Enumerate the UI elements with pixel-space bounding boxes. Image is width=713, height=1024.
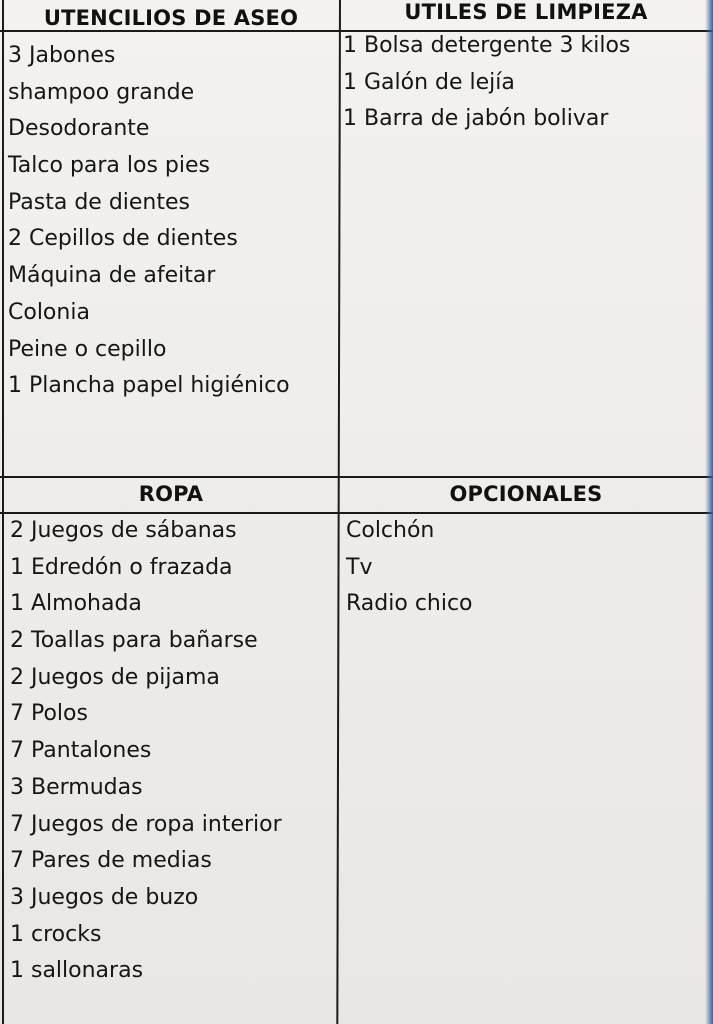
list-item: 7 Polos xyxy=(10,701,88,727)
header-ropa: ROPA xyxy=(138,482,204,506)
list-utencilios-de-aseo xyxy=(8,38,290,405)
list-item: 2 Juegos de sábanas xyxy=(10,518,237,543)
list-item: shampoo grande xyxy=(8,79,195,105)
section-divider xyxy=(0,476,713,478)
header-utencilios-de-aseo: UTENCILIOS DE ASEO xyxy=(43,6,299,30)
list-item: 1 Almohada xyxy=(10,591,142,617)
list-item: 3 Jabones xyxy=(8,43,116,68)
list-item: 1 Barra de jabón bolivar xyxy=(343,106,609,132)
list-item: Máquina de afeitar xyxy=(8,263,216,289)
list-item: 3 Bermudas xyxy=(10,774,143,800)
list-ropa xyxy=(10,513,282,990)
list-item: Talco para los pies xyxy=(8,153,211,179)
list-item: Radio chico xyxy=(346,591,473,617)
header-utiles-de-limpieza: UTILES DE LIMPIEZA xyxy=(404,0,648,24)
list-item: 1 sallonaras xyxy=(10,958,144,984)
list-item: 7 Pares de medias xyxy=(10,848,212,874)
list-item: 1 Edredón o frazada xyxy=(10,554,233,580)
list-item: Peine o cepillo xyxy=(8,336,167,362)
list-item: 2 Toallas para bañarse xyxy=(10,628,258,654)
list-item: Colchón xyxy=(346,518,435,543)
list-item: Desodorante xyxy=(8,116,150,142)
list-item: 2 Cepillos de dientes xyxy=(8,226,238,252)
list-item: 1 Galón de lejía xyxy=(343,69,515,95)
list-item: Tv xyxy=(346,554,373,580)
list-item: 1 Plancha papel higiénico xyxy=(8,373,290,399)
list-opcionales xyxy=(346,513,473,623)
list-item: 1 crocks xyxy=(10,921,102,947)
list-item: 2 Juegos de pijama xyxy=(10,664,220,690)
list-item: 7 Juegos de ropa interior xyxy=(10,811,282,837)
list-item: 3 Juegos de buzo xyxy=(10,884,199,910)
header-opcionales: OPCIONALES xyxy=(449,482,603,506)
list-item: 7 Pantalones xyxy=(10,738,152,764)
list-item: Pasta de dientes xyxy=(8,189,190,215)
list-item: Colonia xyxy=(8,299,90,325)
list-utiles-de-limpieza xyxy=(343,28,630,138)
list-item: 1 Bolsa detergente 3 kilos xyxy=(343,33,631,58)
background-edge xyxy=(705,0,713,1024)
